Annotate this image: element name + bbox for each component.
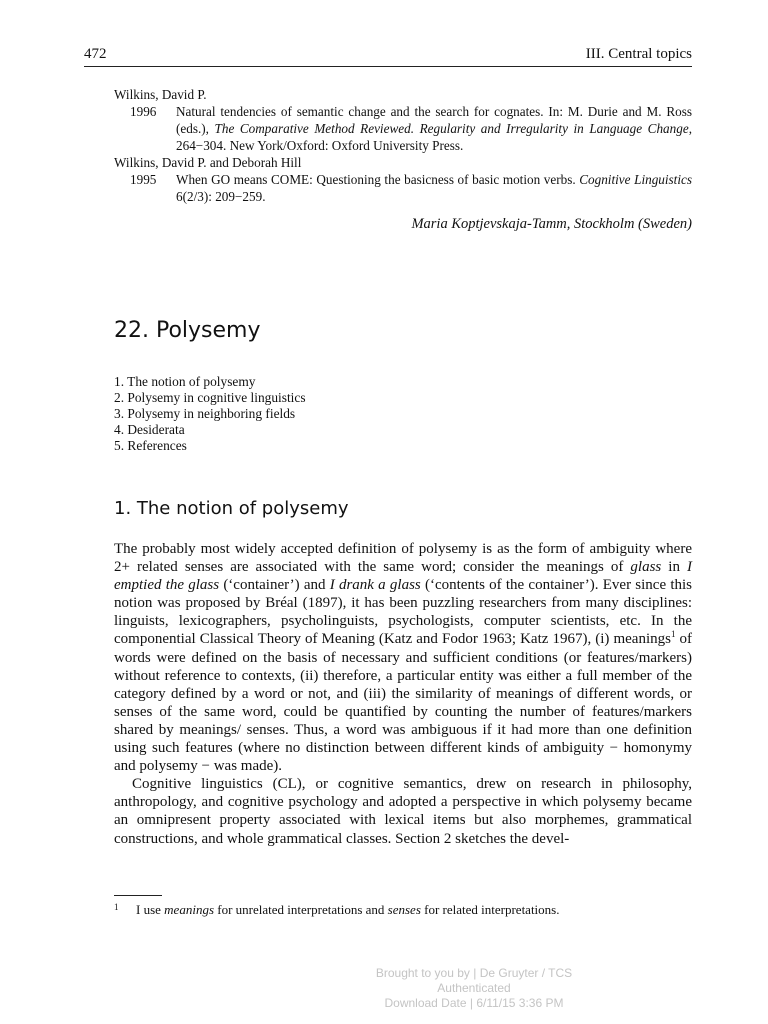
reference-journal-title: Cognitive Linguistics (579, 172, 692, 187)
chapter-title: 22. Polysemy (114, 318, 261, 343)
reference-text-part: , 264−304. New York/Oxford: Oxford University Press. (176, 121, 692, 153)
text-run: in (661, 559, 687, 576)
text-run: (‘container’) and (219, 577, 330, 594)
toc-item: 1. The notion of polysemy (114, 374, 256, 389)
text-run: for related interpretations. (420, 902, 560, 917)
text-run: for unrelated interpretations and (214, 902, 388, 917)
footnote-mark: 1 (114, 902, 119, 912)
paragraph: Cognitive linguistics (CL), or cognitive semantics, drew on research in philosophy, anthropology, and cognitive psychology and adopted a perspective in which polysemy became an omnipresent property associated with lexical items but also morphemes, grammatical constructions, and whole grammatical classes. Section 2 sketches the devel- (114, 776, 692, 847)
reference-body (114, 103, 692, 154)
watermark-line: Brought to you by | De Gruyter / TCS (375, 966, 573, 980)
footnote-reference[interactable]: 1 (670, 629, 676, 640)
running-header (84, 46, 692, 67)
footnote-divider (114, 895, 162, 896)
reference-author: Wilkins, David P. (114, 87, 207, 102)
italic-example: I emptied the glass (114, 559, 692, 594)
text-run: I use (136, 902, 165, 917)
body-text (114, 540, 692, 848)
toc-item: 2. Polysemy in cognitive linguistics (114, 390, 306, 405)
text-run: of words were defined on the basis of necessary and sufficient conditions (or features/markers) without reference to contexts, (ii) therefore, a particular entity was either a full member of the category defined by a word or not, and (iii) the similarity of meanings of different words, or senses of the same word, could be quantified by counting the number of features/markers shared by meanings/ senses. Thus, a word was ambiguous if it had more than one definition using such features (where no distinction between different kinds of ambiguity − homonymy and polysemy − was made). (114, 631, 692, 775)
download-watermark (300, 966, 648, 1011)
toc-item: 5. References (114, 438, 187, 453)
paragraph (114, 540, 692, 775)
watermark-line: Download Date | 6/11/15 3:36 PM (384, 996, 564, 1010)
reference-text (176, 103, 692, 154)
italic-term: senses (387, 902, 421, 917)
reference-book-title: The Comparative Method Reviewed. Regularity and Irregularity in Language Change (214, 121, 689, 136)
reference-text (176, 171, 692, 205)
italic-example: I drank a glass (329, 577, 421, 594)
chapter-contents (114, 374, 306, 454)
footnote-text (136, 902, 559, 918)
reference-text-part: Natural tendencies of semantic change and the search for cognates. In: M. Durie and M. Ross (eds.), (176, 104, 692, 136)
reference-year: 1996 (130, 104, 157, 119)
reference-text-part: When GO means COME: Questioning the basicness of basic motion verbs. (176, 172, 580, 187)
reference-text-part: 6(2/3): 209−259. (176, 189, 266, 204)
section-heading: 1. The notion of polysemy (114, 498, 349, 519)
italic-term: meanings (164, 902, 215, 917)
text-run: (‘contents of the container’). Ever since this notion was proposed by Bréal (1897), it has been puzzling researchers from many disciplines: linguists, lexicographers, psycholinguists, psychologists, computer scientists, etc. In the componential Classical Theory of Meaning (Katz and Fodor 1963; Katz 1967), (i) meanings (114, 577, 692, 648)
running-section-title: III. Central topics (585, 46, 692, 62)
reference-year: 1995 (130, 172, 157, 187)
reference-entry (114, 86, 692, 154)
toc-item: 4. Desiderata (114, 422, 185, 437)
italic-term: glass (630, 559, 662, 576)
watermark-line: Authenticated (437, 981, 511, 995)
reference-entry (114, 154, 692, 205)
text-run: The probably most widely accepted definition of polysemy is as the form of ambiguity where 2+ related senses are associated with the same word; consider the meanings of (114, 541, 692, 576)
reference-author: Wilkins, David P. and Deborah Hill (114, 155, 302, 170)
reference-body (114, 171, 692, 205)
toc-item: 3. Polysemy in neighboring fields (114, 406, 296, 421)
author-attribution: Maria Koptjevskaja-Tamm, Stockholm (Sweden) (411, 216, 692, 232)
page-number: 472 (84, 46, 107, 62)
reference-list (114, 86, 692, 205)
